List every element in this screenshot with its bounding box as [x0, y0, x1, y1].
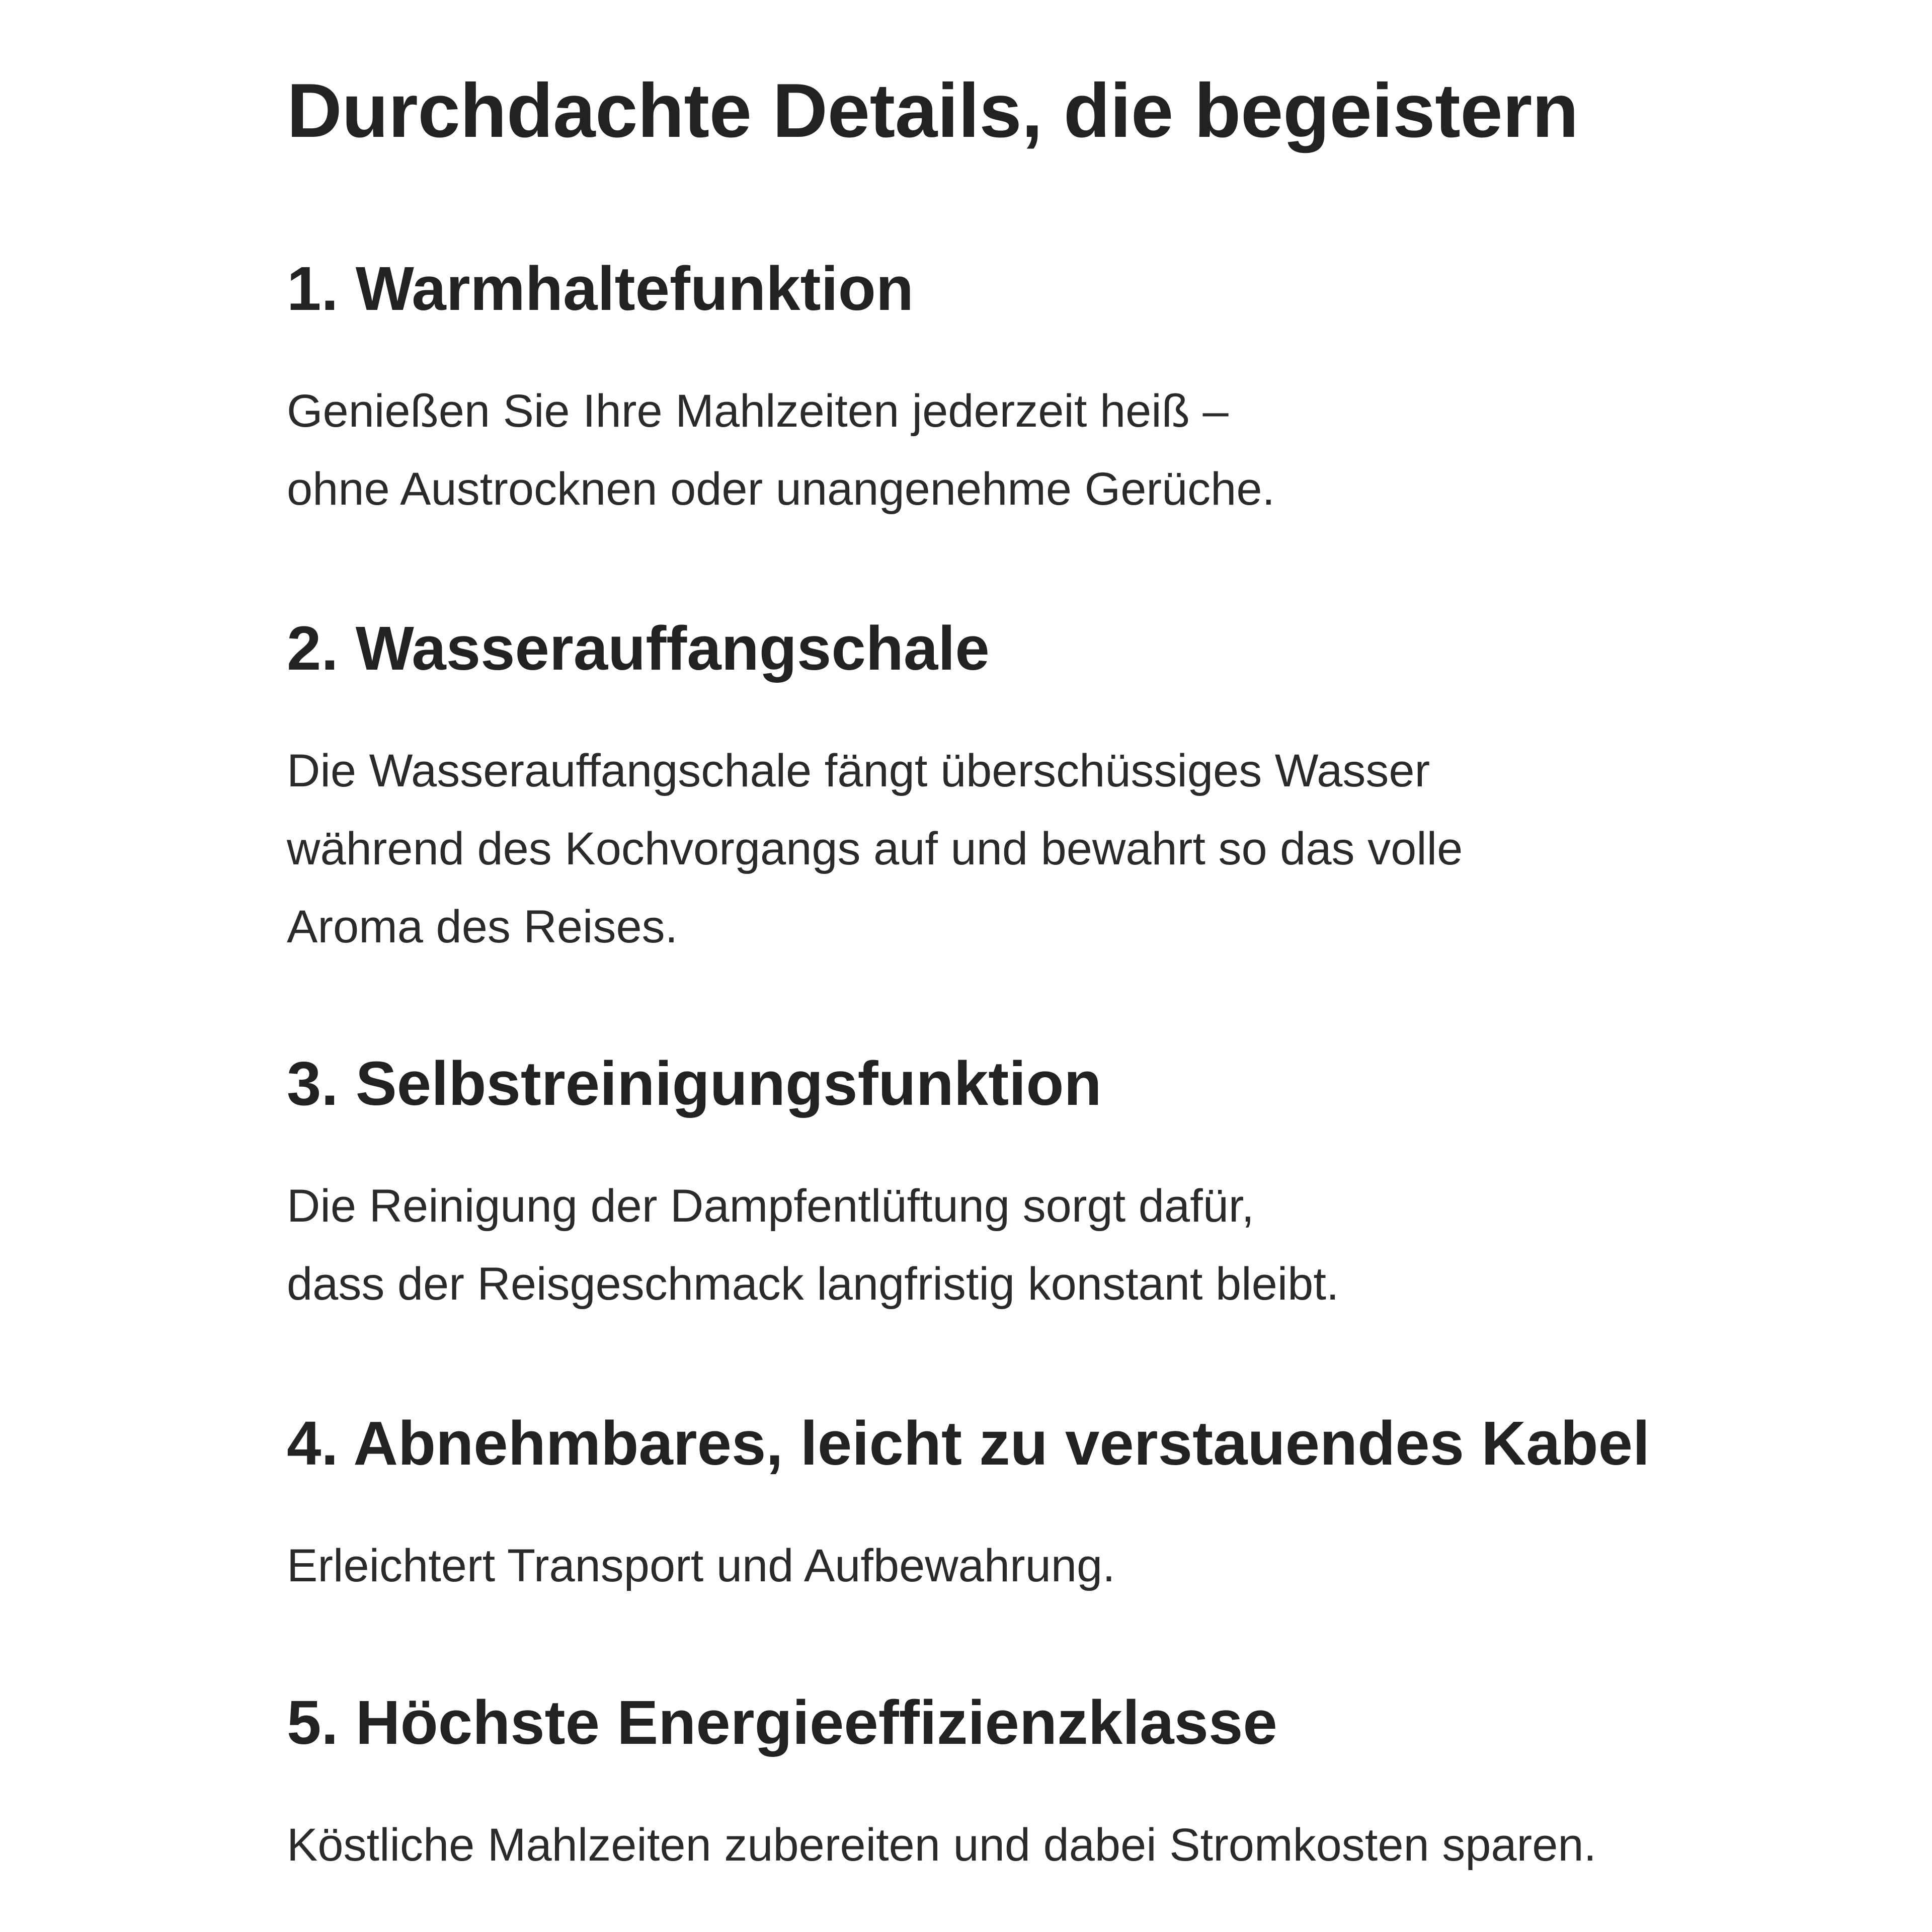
- section-heading-selbstreinigungsfunktion: 3. Selbstreinigungsfunktion: [287, 1050, 1102, 1118]
- section-body-warmhaltefunktion: [287, 372, 1275, 528]
- section-heading-energieeffizienzklasse: 5. Höchste Energieeffizienzklasse: [287, 1688, 1277, 1757]
- section-body-selbstreinigungsfunktion: [287, 1167, 1339, 1323]
- body-line: ohne Austrocknen oder unangenehme Gerüche.: [287, 463, 1275, 515]
- body-line: Aroma des Reises.: [287, 901, 678, 952]
- body-line: Die Wasserauffangschale fängt überschüssiges Wasser: [287, 745, 1430, 796]
- body-line: dass der Reisgeschmack langfristig konstant bleibt.: [287, 1258, 1339, 1310]
- section-heading-kabel: 4. Abnehmbares, leicht zu verstauendes Kabel: [287, 1409, 1650, 1478]
- section-body-kabel: [287, 1527, 1115, 1605]
- section-body-energieeffizienzklasse: [287, 1806, 1596, 1884]
- section-heading-warmhaltefunktion: 1. Warmhaltefunktion: [287, 255, 914, 324]
- body-line: Köstliche Mahlzeiten zubereiten und dabei Stromkosten sparen.: [287, 1819, 1597, 1871]
- body-line: Genießen Sie Ihre Mahlzeiten jederzeit heiß –: [287, 385, 1229, 437]
- section-heading-wasserauffangschale: 2. Wasserauffangschale: [287, 614, 990, 683]
- body-line: Erleichtert Transport und Aufbewahrung.: [287, 1540, 1115, 1591]
- body-line: während des Kochvorgangs auf und bewahrt so das volle: [287, 823, 1463, 874]
- section-body-wasserauffangschale: [287, 732, 1463, 966]
- body-line: Die Reinigung der Dampfentlüftung sorgt dafür,: [287, 1180, 1254, 1232]
- page-title: Durchdachte Details, die begeistern: [287, 68, 1579, 153]
